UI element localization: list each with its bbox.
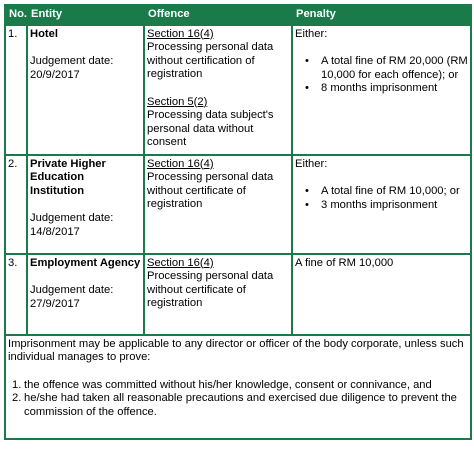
penalty-list [295, 185, 468, 212]
penalty-item: • A total fine of RM 20,000 (RM 10,000 for each offence); or [295, 55, 468, 82]
table-row [5, 254, 471, 335]
offence-section: Section 16(4) [147, 256, 214, 269]
entity-name: Employment Agency [30, 256, 141, 269]
offence-description: Processing personal data without certificate of registration [147, 270, 274, 309]
row-number: 1. [5, 25, 27, 155]
row-number: 2. [5, 155, 27, 254]
row-number: 3. [5, 254, 27, 335]
offence-description: Processing data subject's personal data without consent [147, 109, 274, 148]
penalty-item: • A total fine of RM 10,000; or [295, 185, 468, 199]
offence-section: Section 16(4) [147, 27, 214, 40]
offence-section: Section 5(2) [147, 95, 208, 108]
table-row [5, 155, 471, 254]
penalty-table-container [4, 4, 470, 440]
note-item-text: the offence was committed without his/her knowledge, consent or connivance, and [24, 378, 432, 391]
table-row [5, 25, 471, 155]
penalty-table [4, 4, 472, 440]
note-cell [5, 335, 471, 439]
note-item [8, 379, 468, 393]
note-row [5, 335, 471, 439]
entity-cell [27, 25, 144, 155]
offence-cell [144, 155, 292, 254]
header-no: No. [5, 5, 27, 25]
entity-name: Hotel [30, 27, 58, 40]
note-item-number: 2. [12, 392, 22, 404]
offence-section: Section 16(4) [147, 157, 214, 170]
header-penalty: Penalty [292, 5, 471, 25]
table-header-row [5, 5, 471, 25]
penalty-intro: Either: [295, 157, 328, 170]
header-offence: Offence [144, 5, 292, 25]
offence-cell [144, 25, 292, 155]
penalty-text: A fine of RM 10,000 [295, 256, 394, 269]
offence-cell [144, 254, 292, 335]
entity-cell [27, 155, 144, 254]
penalty-item: • 3 months imprisonment [295, 199, 468, 213]
offence-description: Processing personal data without certification of registration [147, 41, 274, 80]
penalty-cell [292, 155, 471, 254]
judgement-date: Judgement date: 14/8/2017 [30, 212, 114, 238]
note-list [8, 379, 468, 420]
penalty-item: • 8 months imprisonment [295, 82, 468, 96]
judgement-date: Judgement date: 20/9/2017 [30, 55, 114, 81]
penalty-cell [292, 254, 471, 335]
penalty-list [295, 55, 468, 96]
penalty-cell [292, 25, 471, 155]
entity-cell [27, 254, 144, 335]
offence-description: Processing personal data without certificate of registration [147, 171, 274, 210]
note-item-number: 1. [12, 378, 22, 391]
note-item-text: he/she had taken all reasonable precautions and exercised due diligence to prevent the commission of the offence. [24, 392, 457, 418]
judgement-date: Judgement date: 27/9/2017 [30, 284, 114, 310]
header-entity: Entity [27, 5, 144, 25]
note-intro: Imprisonment may be applicable to any director or officer of the body corporate, unless such individual manages to prove: [8, 337, 464, 363]
note-item [8, 392, 468, 419]
penalty-intro: Either: [295, 27, 328, 40]
entity-name: Private Higher Education Institution [30, 157, 106, 197]
